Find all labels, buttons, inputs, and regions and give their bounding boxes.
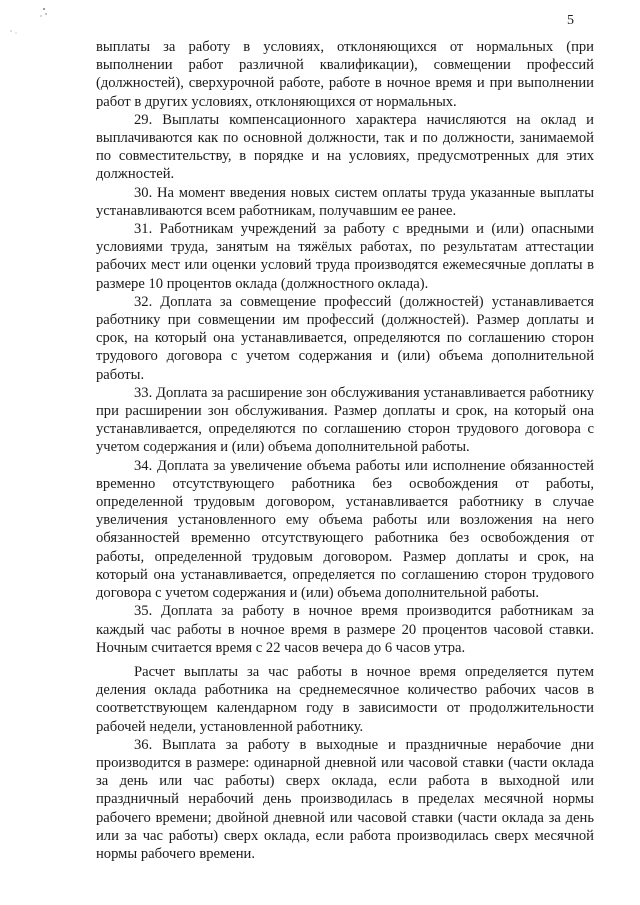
paragraph-night-calculation: Расчет выплаты за час работы в ночное время определяется путем деления оклада работника на среднемесячное количество рабочих часов в соответствующем календарном году в зависимости от продолжительности рабочей недели, установленной работнику. (96, 663, 594, 735)
paragraph-31: 31. Работникам учреждений за работу с вредными и (или) опасными условиями труда, занятым на тяжёлых работах, по результатам аттестации рабочих мест или оценки условий труда производятся ежемесячные доплаты в размере 10 процентов оклада (должностного оклада). (96, 221, 594, 292)
page-number: 5 (567, 13, 574, 28)
paragraph-continuation: выплаты за работу в условиях, отклоняющихся от нормальных (при выполнении работ различной квалификации), совмещении профессий (должностей), сверхурочной работе, работе в ночное время и при выполнении работ в других условиях, отклоняющихся от нормальных. (96, 39, 594, 110)
paragraph-34: 34. Доплата за увеличение объема работы или исполнение обязанностей временно отсутствующего работника без освобождения от работы, определенной трудовым договором, устанавливается работнику в случае увеличения установленного ему объема работы или возложения на него обязанностей временно отсутствующего работника без освобождения от работы, определенной трудовым договором. Размер доплаты и срок, на который она устанавливается, определяется по соглашению сторон трудового договора с учетом содержания и (или) объема дополнительной работы. (96, 457, 594, 602)
paragraph-29: 29. Выплаты компенсационного характера начисляются на оклад и выплачиваются как по основной должности, так и по должности, занимаемой по совместительству, в порядке и на условиях, предусмотренных для этих должностей. (96, 111, 594, 183)
document-body (96, 38, 594, 863)
paragraph-36: 36. Выплата за работу в выходные и праздничные нерабочие дни производится в размере: одинарной дневной или часовой ставки (части оклада за день или час работы) сверх оклада, если работа в выходной или праздничный нерабочий день производилась в пределах месячной нормы рабочего времени; двойной дневной или часовой ставки (части оклада за день или за час работы) сверх оклада, если работа производилась сверх месячной нормы рабочего времени. (96, 736, 594, 862)
paragraph-32: 32. Доплата за совмещение профессий (должностей) устанавливается работнику при совмещении им профессий (должностей). Размер доплаты и срок, на который она устанавливается, определяются по соглашению сторон трудового договора с учетом содержания и (или) объема дополнительной работы. (96, 293, 594, 383)
paragraph-35: 35. Доплата за работу в ночное время производится работникам за каждый час работы в ночное время в размере 20 процентов часовой ставки. Ночным считается время с 22 часов вечера до 6 часов утра. (96, 603, 594, 656)
paragraph-30: 30. На момент введения новых систем оплаты труда указанные выплаты устанавливаются всем работникам, получавшим ее ранее. (96, 184, 594, 219)
scan-artifact-dots (8, 4, 48, 34)
paragraph-33: 33. Доплата за расширение зон обслуживания устанавливается работнику при расширении зон обслуживания. Размер доплаты и срок, на который она устанавливается, определяются по соглашению сторон трудового договора с учетом содержания и (или) объема дополнительной работы. (96, 384, 594, 456)
